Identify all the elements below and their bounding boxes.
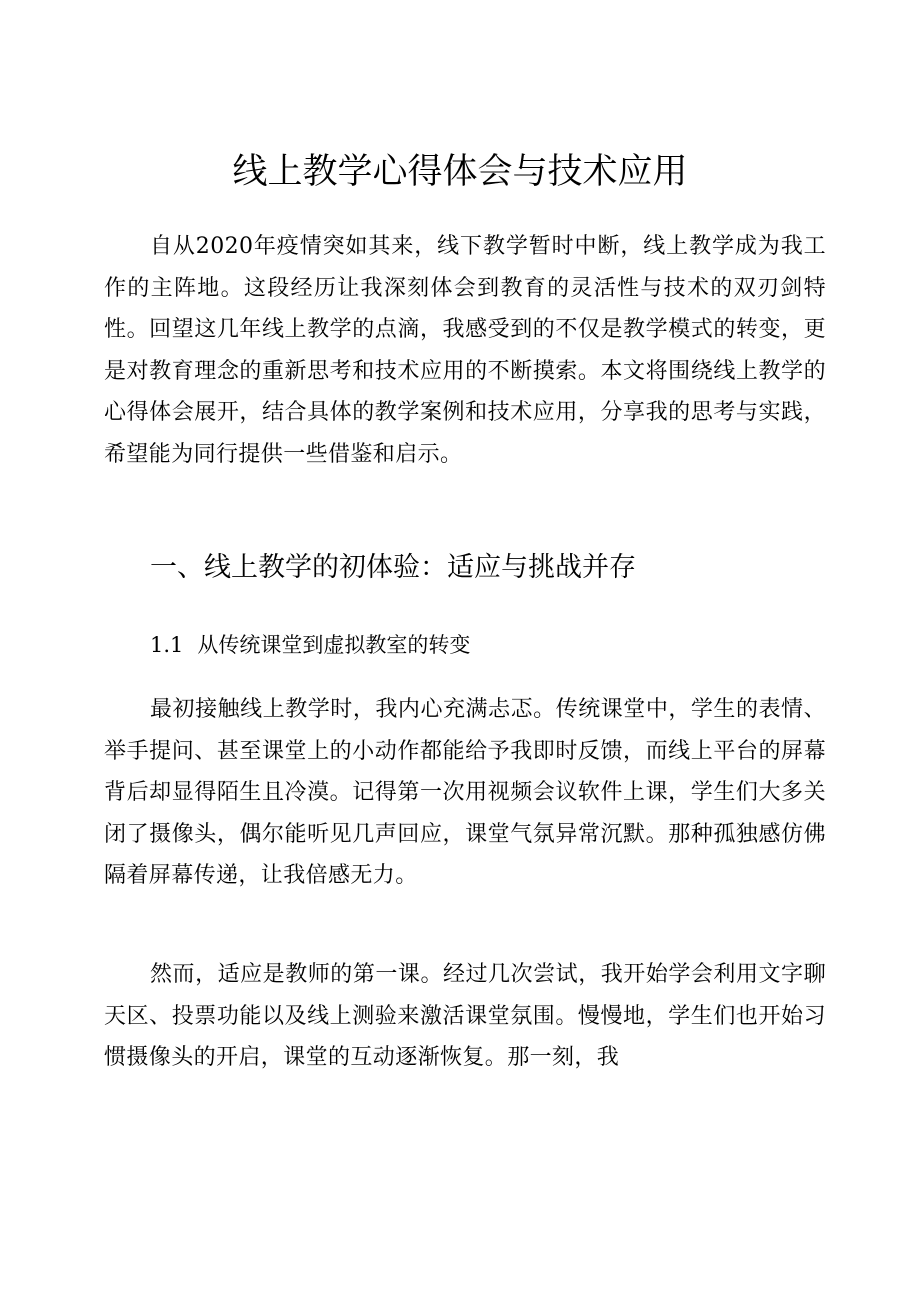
document-title: 线上教学心得体会与技术应用: [232, 152, 688, 192]
subsection-number: 1.1: [150, 633, 184, 657]
body-paragraph: 然而，适应是教师的第一课。经过几次尝试，我开始学会利用文字聊天区、投票功能以及线上测验来激活课堂氛围。慢慢地，学生们也开始习惯摄像头的开启，课堂的互动逐渐恢复。那一刻，我: [104, 962, 826, 1070]
intro-paragraph: 自从2020年疫情突如其来，线下教学暂时中断，线上教学成为我工作的主阵地。这段经历让我深刻体会到教育的灵活性与技术的双刃剑特性。回望这几年线上教学的点滴，我感受到的不仅是教学模式的转变，更是对教育理念的重新思考和技术应用的不断摸索。本文将围绕线上教学的心得体会展开，结合具体的教学案例和技术应用，分享我的思考与实践，希望能为同行提供一些借鉴和启示。: [104, 234, 826, 467]
body-paragraph: 最初接触线上教学时，我内心充满忐忑。传统课堂中，学生的表情、举手提问、甚至课堂上的小动作都能给予我即时反馈，而线上平台的屏幕背后却显得陌生且冷漠。记得第一次用视频会议软件上课，学生们大多关闭了摄像头，偶尔能听见几声回应，课堂气氛异常沉默。那种孤独感仿佛隔着屏幕传递，让我倍感无力。: [104, 697, 826, 888]
section-heading: 一、线上教学的初体验：适应与挑战并存: [150, 552, 636, 583]
subsection-title: 从传统课堂到虚拟教室的转变: [197, 633, 471, 657]
subsection-heading: [150, 628, 470, 662]
